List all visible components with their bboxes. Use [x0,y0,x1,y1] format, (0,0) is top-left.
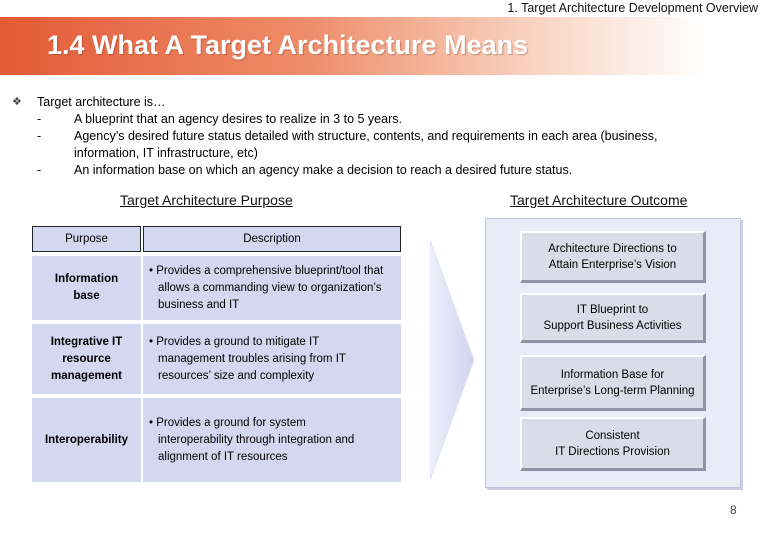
purpose-text: Interoperability [44,433,129,446]
section-tag: 1. Target Architecture Development Overview [507,1,758,15]
dash-marker: - [37,163,42,177]
description-text: • Provides a comprehensive blueprint/tool that [149,264,384,277]
outcome-text: Information Base for [560,368,665,381]
table-row-description [143,256,401,320]
description-text: management troubles arising from IT [158,352,346,365]
description-text: business and IT [158,298,240,311]
outcome-card [520,417,706,471]
outcome-section-title: Target Architecture Outcome [510,192,688,208]
right-chevron-arrow-icon [430,240,476,480]
outcome-text: Consistent [585,429,640,442]
slide-title: 1.4 What A Target Architecture Means [47,30,529,60]
intro-item-text: An information base on which an agency make a decision to reach a desired future status. [74,163,573,177]
outcome-card [520,293,706,343]
outcome-card [520,231,706,283]
table-row-description [143,398,401,482]
intro-item-text: Agency’s desired future status detailed with structure, contents, and requirements in each area (business, [74,129,658,143]
description-text: interoperability through integration and [158,433,355,446]
description-text: resources’ size and complexity [158,369,315,382]
dash-marker: - [37,112,42,126]
description-text: • Provides a ground to mitigate IT [149,335,320,348]
outcome-text: Architecture Directions to [548,242,677,255]
outcome-panel [485,218,741,488]
page-number: 8 [730,503,737,517]
purpose-section-title: Target Architecture Purpose [120,192,293,208]
purpose-text: Information [54,273,119,285]
description-column-header: Description [143,226,401,252]
intro-item-2 [10,128,755,162]
outcome-text: Enterprise’s Long-term Planning [530,384,695,397]
table-row-purpose [32,398,141,482]
outcome-text: Support Business Activities [543,319,682,332]
purpose-text: base [73,290,100,302]
outcome-text: Attain Enterprise’s Vision [548,258,677,271]
intro-item-text: information, IT infrastructure, etc) [74,146,258,160]
purpose-text: management [51,369,122,382]
table-row-purpose [32,256,141,320]
description-text: alignment of IT resources [158,450,288,463]
intro-lead: Target architecture is… [37,95,166,109]
dash-marker: - [37,129,42,143]
intro-item-text: A blueprint that an agency desires to realize in 3 to 5 years. [74,112,402,126]
purpose-text: resource [62,352,111,365]
outcome-text: IT Blueprint to [576,303,649,316]
table-row-description [143,324,401,394]
purpose-column-header: Purpose [32,226,141,252]
outcome-card [520,355,706,411]
table-row-purpose [32,324,141,394]
intro-list [10,94,755,179]
purpose-text: Integrative IT [50,335,123,348]
diamond-bullet-icon: ❖ [12,96,22,108]
intro-item-3 [10,162,755,179]
outcome-text: IT Directions Provision [555,445,670,458]
intro-bullet [10,94,755,111]
intro-item-1 [10,111,755,128]
description-text: allows a commanding view to organization’s [158,281,382,294]
description-text: • Provides a ground for system [149,416,306,429]
